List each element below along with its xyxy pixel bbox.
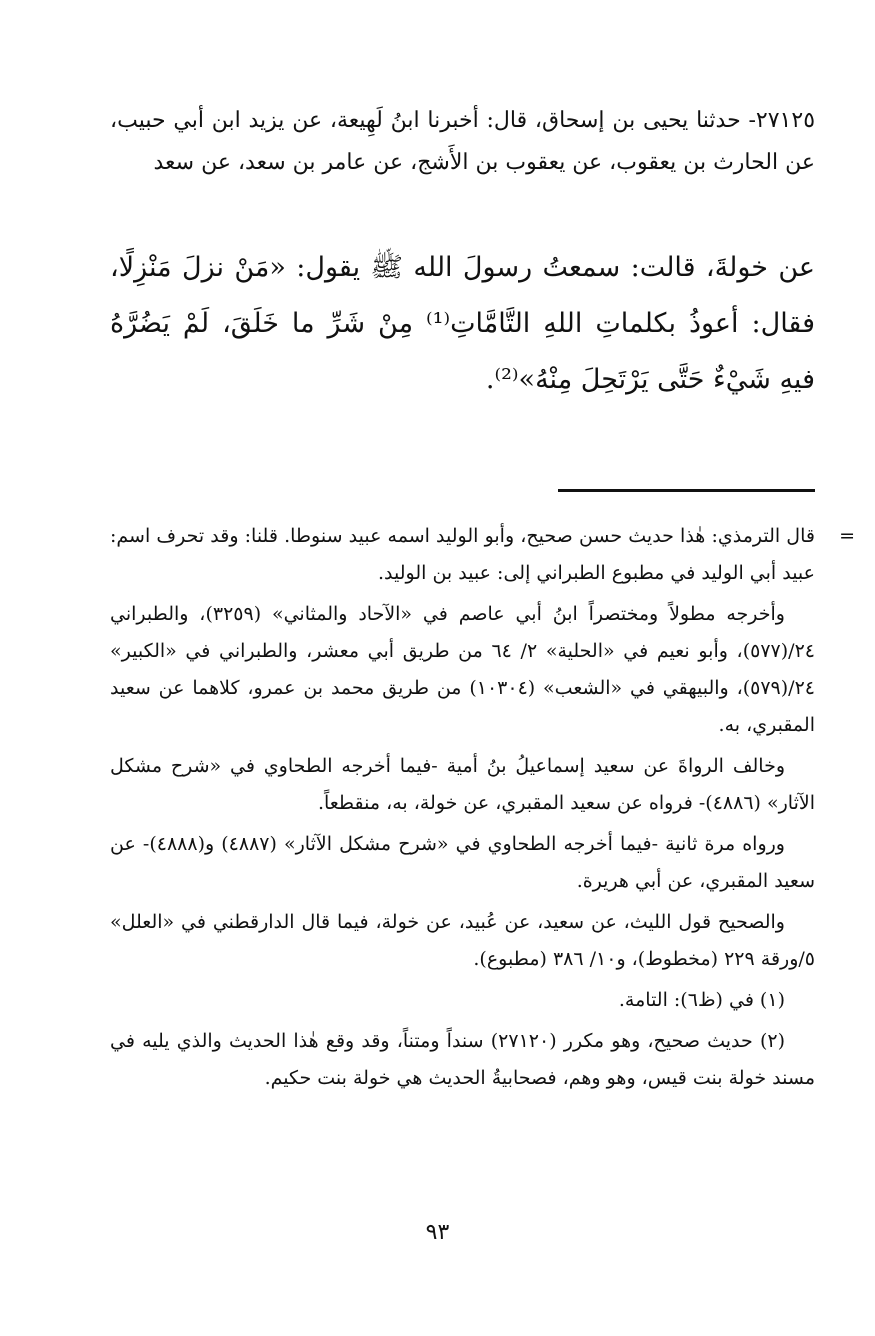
- hadith-isnad: ٢٧١٢٥- حدثنا يحيى بن إسحاق، قال: أخبرنا ابنُ لَهِيعة، عن يزيد ابن أبي حبيب، عن الحارث بن يعقوب، عن يعقوب بن الأَشج، عن عامر بن سعد، عن سعد: [110, 108, 816, 175]
- hadith-matn: عن خولةَ، قالت: سمعتُ رسولَ الله ﷺ يقول: «مَنْ نزلَ مَنْزِلًا، فقال: أعوذُ بكلماتِ اللهِ التَّامَّاتِ⁽¹⁾ مِنْ شَرِّ ما خَلَقَ، لَمْ يَضُرَّهُ فيهِ شَيْءٌ حَتَّى يَرْتَحِلَ مِنْهُ»⁽²⁾.: [110, 252, 815, 395]
- footnote-paragraph: وخالف الرواةَ عن سعيد إسماعيلُ بنُ أمية -فيما أخرجه الطحاوي في «شرح مشكل الآثار» (٤٨٨٦)- فرواه عن سعيد المقبري، عن خولة، به، منقطعاً.: [110, 755, 815, 814]
- footnote-continuation: [110, 518, 855, 592]
- footnote-2: (٢) حديث صحيح، وهو مكرر (٢٧١٢٠) سنداً ومتناً، وقد وقع هٰذا الحديث والذي يليه في مسند خولة بنت قيس، وهو وهم، فصحابيةُ الحديث هي خولة بنت حكيم.: [110, 1030, 815, 1089]
- footnote-paragraph: وأخرجه مطولاً ومختصراً ابنُ أبي عاصم في «الآحاد والمثاني» (٣٢٥٩)، والطبراني ٢٤/(٥٧٧)، وأبو نعيم في «الحلية» ٢/ ٦٤ من طريق أبي معشر، والطبراني في «الكبير» ٢٤/(٥٧٩)، والبيهقي في «الشعب» (١٠٣٠٤) من طريق محمد بن عمرو، كلاهما عن سعيد المقبري، به.: [110, 603, 815, 736]
- footnote-1: (١) في (ظ٦): التامة.: [618, 989, 785, 1011]
- continuation-mark: =: [839, 525, 855, 547]
- footnote-paragraph: ورواه مرة ثانية -فيما أخرجه الطحاوي في «شرح مشكل الآثار» (٤٨٨٧) و(٤٨٨٨)- عن سعيد المقبري، عن أبي هريرة.: [110, 833, 815, 892]
- footnote-paragraph: والصحيح قول الليث، عن سعيد، عن عُبيد، عن خولة، فيما قال الدارقطني في «العلل» ٥/ورقة ٢٢٩ (مخطوط)، و١٠/ ٣٨٦ (مطبوع).: [110, 911, 815, 970]
- footnote-text: قال الترمذي: هٰذا حديث حسن صحيح، وأبو الوليد اسمه عبيد سنوطا. قلنا: وقد تحرف اسم: عبيد أبي الوليد في مطبوع الطبراني إلى: عبيد بن الوليد.: [110, 525, 815, 584]
- page-number: ٩٣: [425, 1220, 450, 1245]
- footnotes-section: [110, 518, 855, 1101]
- footnote-separator: [558, 489, 815, 492]
